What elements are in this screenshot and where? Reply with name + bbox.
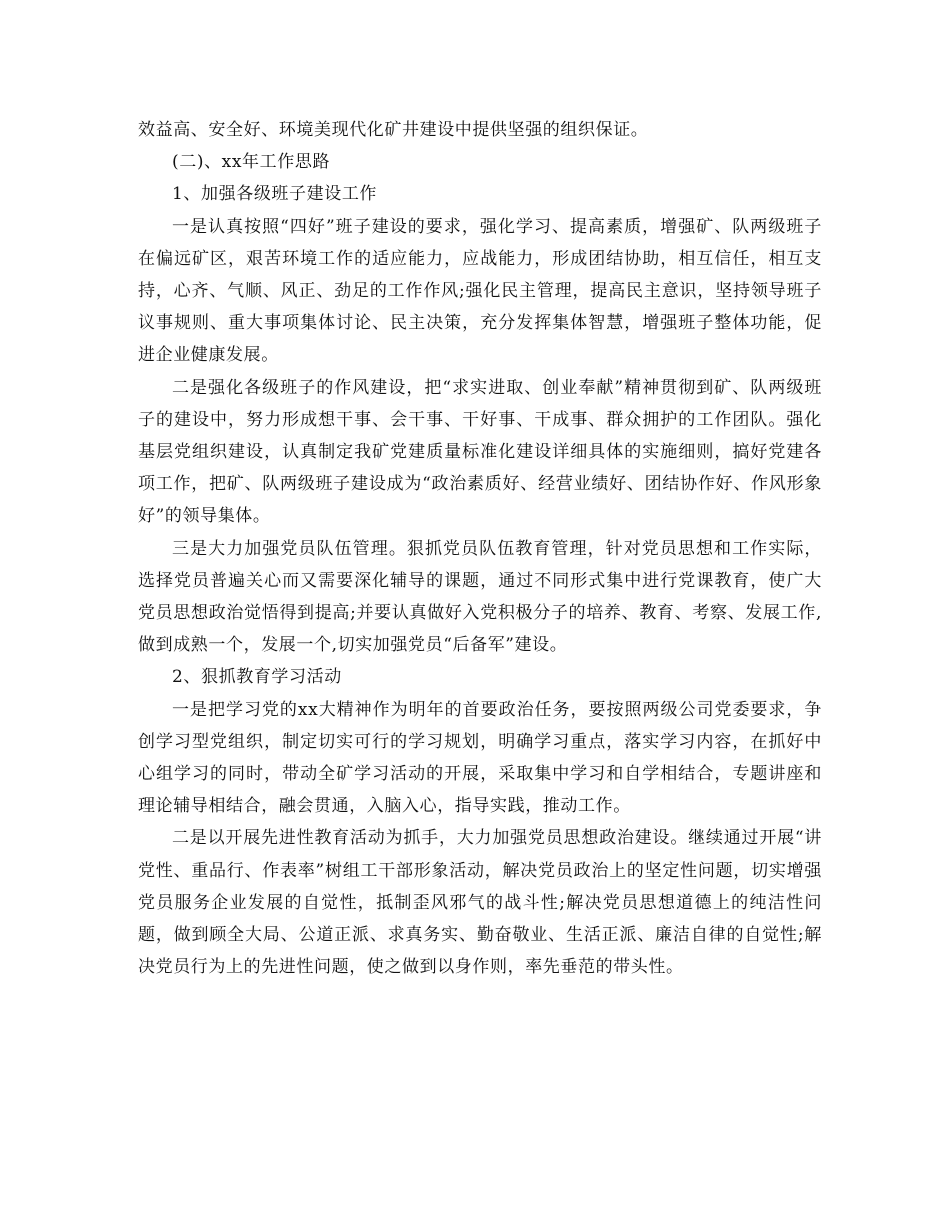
subsection-heading: 1、加强各级班子建设工作 (172, 184, 378, 205)
subsection-heading: 2、狠抓教育学习活动 (172, 667, 342, 688)
paragraph: 三是大力加强党员队伍管理。狠抓党员队伍教育管理，针对党员思想和工作实际，选择党员普遍关心而又需要深化辅导的课题，通过不同形式集中进行党课教育，使广大党员思想政治觉悟得到提高;并要认真做好入党积极分子的培养、教育、考察、发展工作,做到成熟一个，发展一个,切实加强党员“后备军”建设。 (138, 538, 822, 656)
paragraph: 二是以开展先进性教育活动为抓手，大力加强党员思想政治建设。继续通过开展“讲党性、重品行、作表率”树组工干部形象活动，解决党员政治上的坚定性问题，切实增强党员服务企业发展的自觉性，抵制歪风邪气的战斗性;解决党员思想道德上的纯洁性问题，做到顾全大局、公道正派、求真务实、勤奋敬业、生活正派、廉洁自律的自觉性;解决党员行为上的先进性问题，使之做到以身作则，率先垂范的带头性。 (138, 828, 822, 978)
document-body (138, 114, 822, 983)
paragraph: 二是强化各级班子的作风建设，把“求实进取、创业奉献”精神贯彻到矿、队两级班子的建设中，努力形成想干事、会干事、干好事、干成事、群众拥护的工作团队。强化基层党组织建设，认真制定我矿党建质量标准化建设详细具体的实施细则，搞好党建各项工作，把矿、队两级班子建设成为“政治素质好、经营业绩好、团结协作好、作风形象好”的领导集体。 (138, 377, 822, 527)
section-heading: (二)、xx年工作思路 (172, 152, 331, 173)
paragraph: 一是认真按照“四好”班子建设的要求，强化学习、提高素质，增强矿、队两级班子在偏远矿区，艰苦环境工作的适应能力，应战能力，形成团结协助，相互信任，相互支持，心齐、气顺、风正、劲足的工作作风;强化民主管理，提高民主意识，坚持领导班子议事规则、重大事项集体讨论、民主决策，充分发挥集体智慧，增强班子整体功能，促进企业健康发展。 (138, 216, 822, 366)
paragraph-continuation: 效益高、安全好、环境美现代化矿井建设中提供坚强的组织保证。 (138, 120, 649, 140)
paragraph: 一是把学习党的xx大精神作为明年的首要政治任务，要按照两级公司党委要求，争创学习型党组织，制定切实可行的学习规划，明确学习重点，落实学习内容，在抓好中心组学习的同时，带动全矿学习活动的开展，采取集中学习和自学相结合，专题讲座和理论辅导相结合，融会贯通，入脑入心，指导实践，推动工作。 (138, 699, 822, 817)
